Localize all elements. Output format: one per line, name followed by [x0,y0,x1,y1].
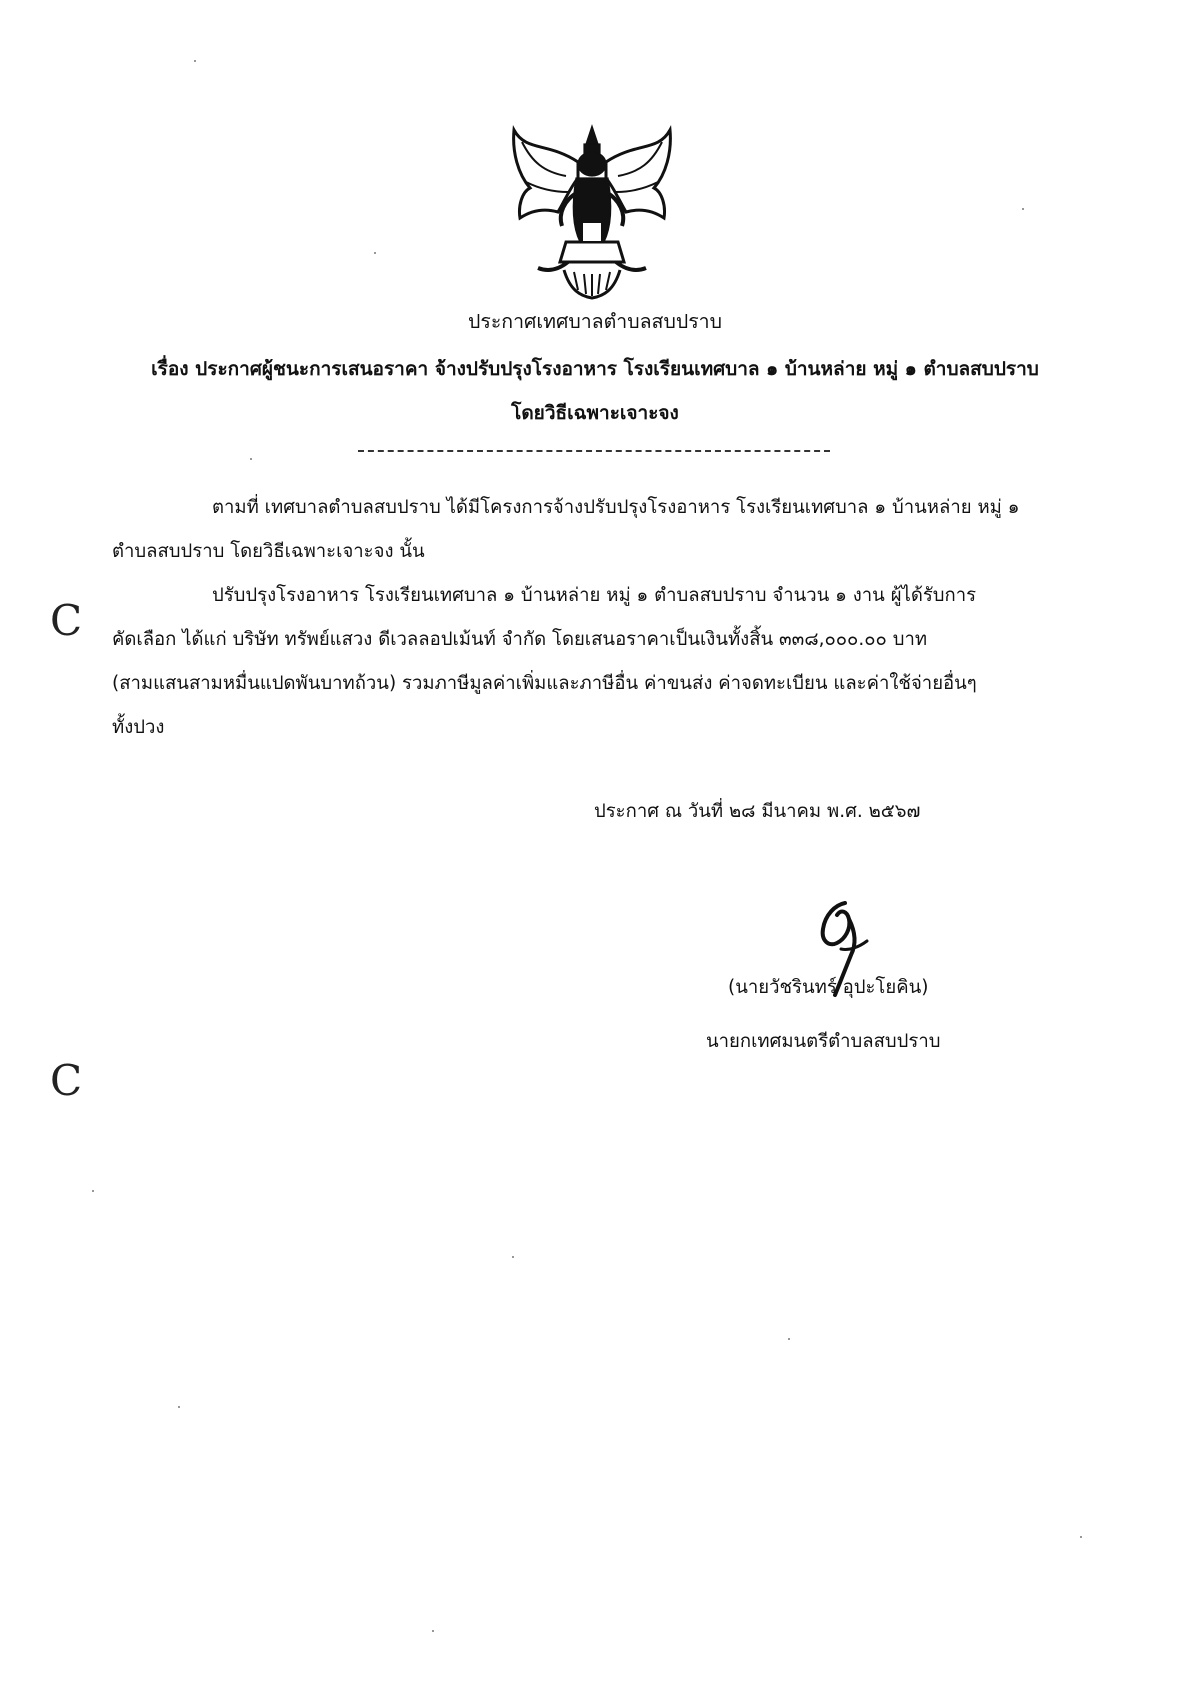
paragraph-2-line-4: ทั้งปวง [112,717,165,738]
scan-speck [1080,1536,1082,1538]
announcement-date: ประกาศ ณ วันที่ ๒๘ มีนาคม พ.ศ. ๒๕๖๗ [594,801,921,822]
scan-speck [194,60,196,62]
scan-speck [432,1630,434,1632]
scan-speck [374,252,376,254]
garuda-emblem-icon [508,122,676,300]
scan-speck [92,1190,94,1192]
scan-speck [1022,208,1024,210]
paragraph-1-line-1: ตามที่ เทศบาลตำบลสบปราบ ได้มีโครงการจ้างปรับปรุงโรงอาหาร โรงเรียนเทศบาล ๑ บ้านหล่าย หมู่ ๑ [212,497,1020,518]
paragraph-2-line-3: (สามแสนสามหมื่นแปดพันบาทถ้วน) รวมภาษีมูลค่าเพิ่มและภาษีอื่น ค่าขนส่ง ค่าจดทะเบียน และค่าใช้จ่ายอื่นๆ [112,673,977,694]
punch-mark-lower: C [50,1056,83,1105]
punch-mark-upper: C [50,596,83,645]
paragraph-2-line-1: ปรับปรุงโรงอาหาร โรงเรียนเทศบาล ๑ บ้านหล่าย หมู่ ๑ ตำบลสบปราบ จำนวน ๑ งาน ผู้ได้รับการ [212,585,977,606]
paragraph-1-line-2: ตำบลสบปราบ โดยวิธีเฉพาะเจาะจง นั้น [112,541,425,562]
subject-heading: เรื่อง ประกาศผู้ชนะการเสนอราคา จ้างปรับปรุงโรงอาหาร โรงเรียนเทศบาล ๑ บ้านหล่าย หมู่ ๑ ตำบลสบปราบ [151,358,1039,380]
method-heading: โดยวิธีเฉพาะเจาะจง [511,402,679,424]
header-divider [358,450,830,452]
scan-speck [788,1338,790,1340]
scan-speck [178,1406,180,1408]
signatory-position: นายกเทศมนตรีตำบลสบปราบ [706,1031,941,1052]
signatory-name: (นายวัชรินทร์ อุปะโยคิน) [728,977,929,998]
paragraph-2-line-2: คัดเลือก ได้แก่ บริษัท ทรัพย์แสวง ดีเวลลอปเม้นท์ จำกัด โดยเสนอราคาเป็นเงินทั้งสิ้น ๓๓๘,๐๐๐.๐๐ บาท [112,629,928,650]
scan-speck [250,458,252,460]
issuer-heading: ประกาศเทศบาลตำบลสบปราบ [467,310,723,333]
scan-speck [512,1256,514,1258]
